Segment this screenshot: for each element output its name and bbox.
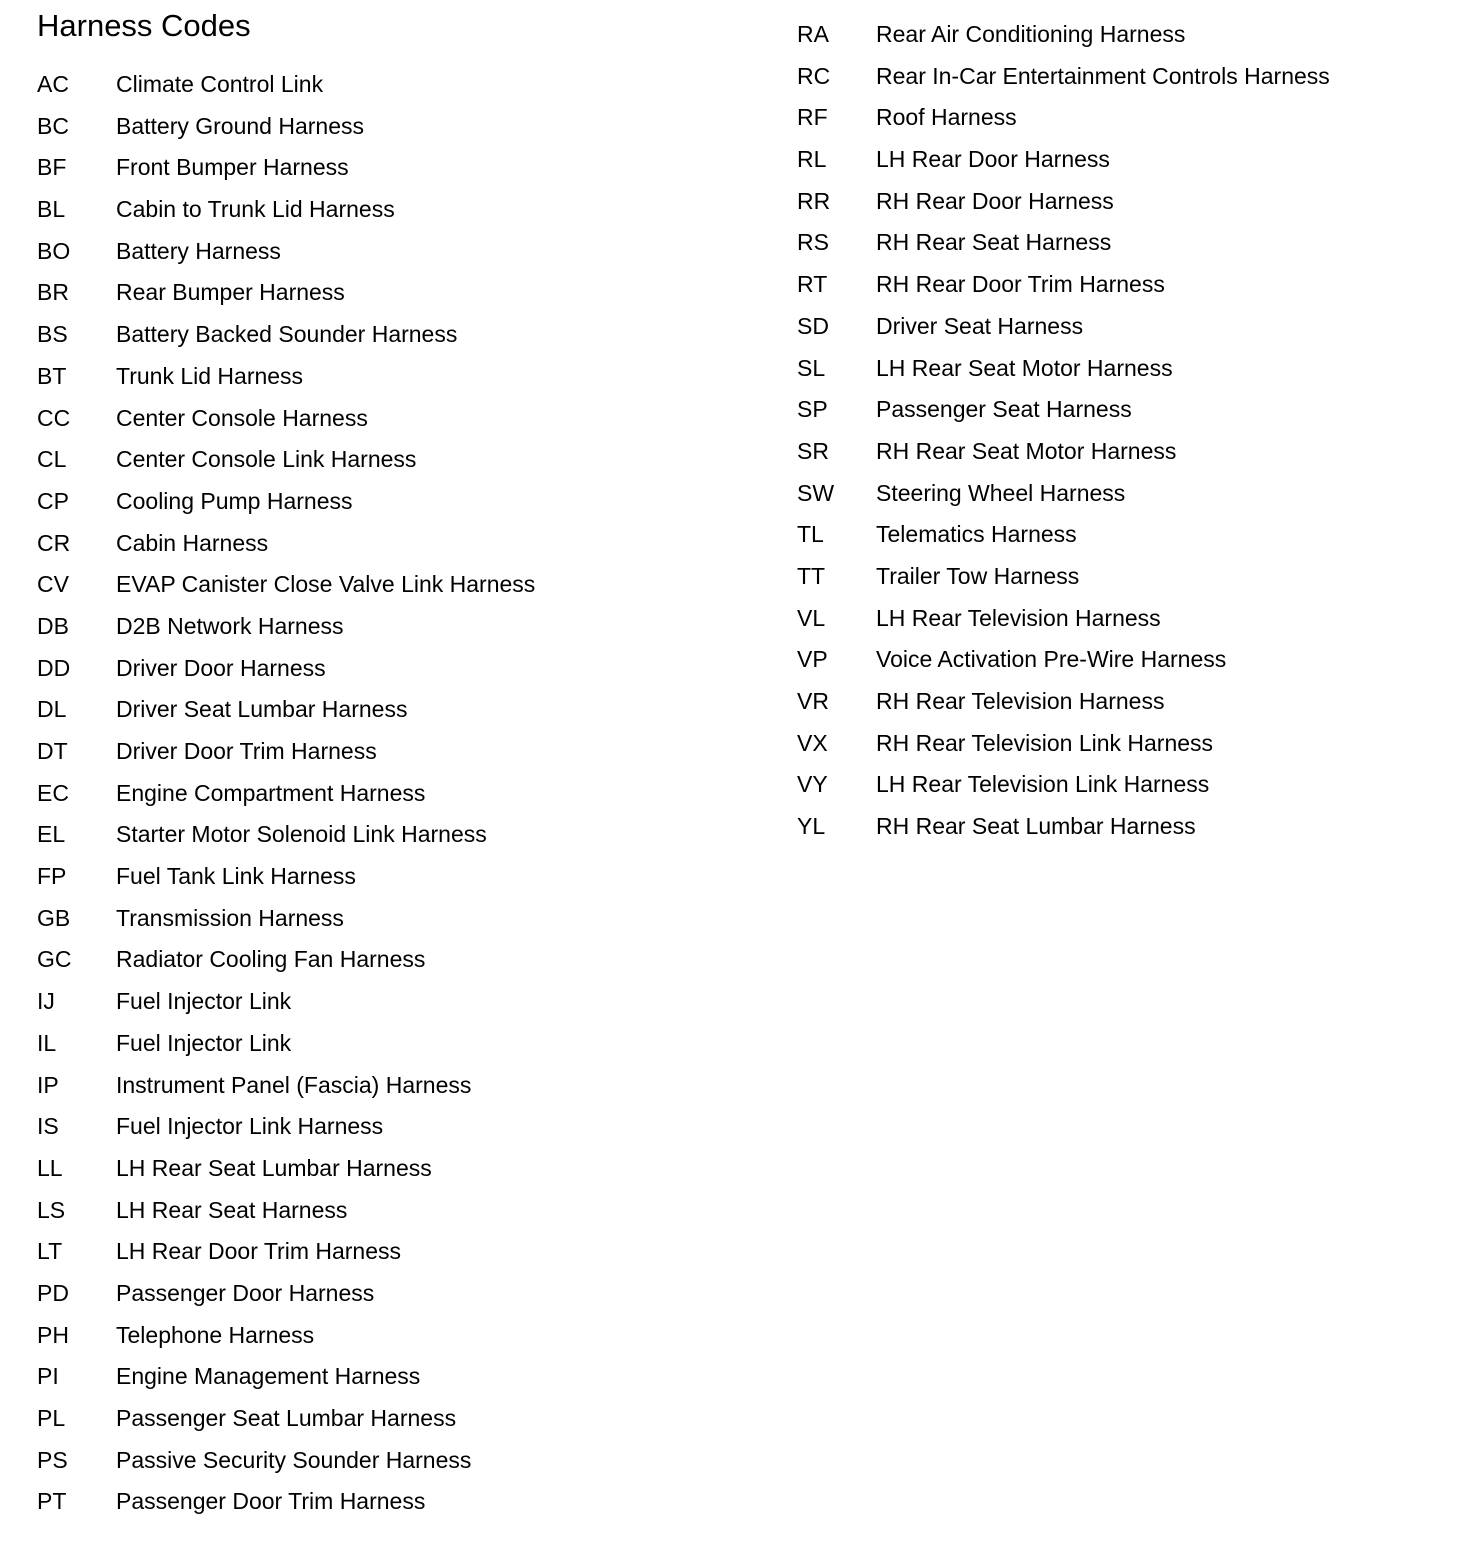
harness-code: CP: [37, 487, 69, 514]
harness-description: RH Rear Television Link Harness: [876, 729, 1214, 756]
harness-description: Passenger Door Trim Harness: [116, 1488, 426, 1515]
harness-code: RL: [797, 146, 827, 173]
harness-code: RR: [797, 187, 831, 214]
harness-code: PH: [37, 1321, 69, 1348]
harness-description: Trailer Tow Harness: [876, 562, 1080, 589]
harness-code: DD: [37, 654, 71, 681]
harness-code: BO: [37, 237, 71, 264]
harness-code: CV: [37, 571, 69, 598]
harness-description: Trunk Lid Harness: [116, 362, 304, 389]
harness-description: Engine Management Harness: [116, 1363, 421, 1390]
harness-code: AC: [37, 71, 69, 97]
harness-description: Roof Harness: [876, 104, 1017, 131]
harness-description: Radiator Cooling Fan Harness: [116, 946, 426, 973]
harness-code: RT: [797, 271, 828, 298]
harness-description: LH Rear Seat Harness: [116, 1196, 348, 1223]
harness-code: SW: [797, 479, 835, 506]
harness-code: VP: [797, 646, 828, 673]
harness-code: BF: [37, 154, 67, 181]
harness-description: Voice Activation Pre-Wire Harness: [876, 646, 1227, 673]
harness-description: LH Rear Television Link Harness: [876, 771, 1210, 798]
harness-code: BS: [37, 321, 68, 348]
harness-code: SR: [797, 437, 829, 464]
harness-code: PT: [37, 1488, 67, 1515]
harness-code: BC: [37, 112, 69, 139]
harness-description: Battery Ground Harness: [116, 112, 365, 139]
harness-description: Telephone Harness: [116, 1321, 315, 1348]
harness-code: RF: [797, 104, 828, 131]
harness-code: FP: [37, 863, 67, 890]
harness-code: PS: [37, 1446, 68, 1473]
harness-code: PI: [37, 1363, 59, 1390]
harness-code: SL: [797, 354, 826, 381]
harness-description: EVAP Canister Close Valve Link Harness: [116, 571, 536, 598]
harness-description: Telematics Harness: [876, 521, 1077, 548]
harness-description: Passive Security Sounder Harness: [116, 1446, 472, 1473]
harness-code: CR: [37, 529, 71, 556]
harness-description: Passenger Seat Lumbar Harness: [116, 1405, 457, 1431]
harness-code: DT: [37, 738, 68, 764]
harness-code: GC: [37, 946, 72, 973]
harness-code: VR: [797, 688, 829, 714]
harness-code: LT: [37, 1238, 63, 1265]
harness-description: Steering Wheel Harness: [876, 479, 1126, 506]
harness-description: Rear Bumper Harness: [116, 279, 345, 306]
harness-code: VX: [797, 729, 828, 756]
harness-code: SD: [797, 312, 829, 339]
harness-description: Front Bumper Harness: [116, 154, 349, 181]
harness-description: LH Rear Television Harness: [876, 604, 1161, 631]
harness-description: Fuel Injector Link: [116, 1029, 292, 1056]
harness-description: RH Rear Television Harness: [876, 688, 1165, 714]
harness-code: BT: [37, 362, 67, 389]
harness-description: LH Rear Seat Lumbar Harness: [116, 1154, 432, 1181]
harness-description: Driver Seat Harness: [876, 312, 1084, 339]
harness-description: Driver Door Harness: [116, 654, 326, 681]
harness-code: SP: [797, 396, 828, 423]
harness-description: Passenger Door Harness: [116, 1279, 375, 1306]
harness-code: TL: [797, 521, 824, 548]
harness-description: RH Rear Seat Lumbar Harness: [876, 813, 1196, 840]
harness-description: Battery Harness: [116, 237, 281, 264]
harness-description: Fuel Tank Link Harness: [116, 863, 356, 890]
harness-code: TT: [797, 562, 826, 589]
harness-description: Driver Seat Lumbar Harness: [116, 696, 408, 723]
harness-code: YL: [797, 813, 826, 840]
harness-description: Passenger Seat Harness: [876, 396, 1132, 423]
harness-description: Transmission Harness: [116, 904, 344, 931]
harness-code: BR: [37, 279, 69, 306]
harness-description: D2B Network Harness: [116, 612, 344, 639]
harness-description: Engine Compartment Harness: [116, 779, 426, 806]
harness-description: Fuel Injector Link: [116, 988, 292, 1015]
page-title: Harness Codes: [37, 8, 251, 43]
harness-code: PD: [37, 1279, 69, 1306]
harness-code: CC: [37, 404, 71, 431]
harness-description: Rear In-Car Entertainment Controls Harness: [876, 62, 1330, 89]
harness-code: IP: [37, 1071, 59, 1098]
harness-description: RH Rear Door Trim Harness: [876, 271, 1165, 298]
harness-description: Fuel Injector Link Harness: [116, 1113, 384, 1140]
harness-description: Driver Door Trim Harness: [116, 738, 377, 764]
harness-description: Center Console Link Harness: [116, 446, 417, 473]
harness-code: PL: [37, 1405, 66, 1431]
harness-description: LH Rear Door Trim Harness: [116, 1238, 402, 1265]
harness-description: Battery Backed Sounder Harness: [116, 321, 458, 348]
harness-description: RH Rear Door Harness: [876, 187, 1114, 214]
harness-code: GB: [37, 904, 71, 931]
harness-code: RS: [797, 229, 829, 256]
harness-description: Cabin to Trunk Lid Harness: [116, 196, 395, 223]
harness-description: Instrument Panel (Fascia) Harness: [116, 1071, 472, 1098]
harness-description: Climate Control Link: [116, 71, 324, 97]
harness-code: IJ: [37, 988, 55, 1015]
harness-code: EL: [37, 821, 66, 848]
harness-code: IS: [37, 1113, 59, 1140]
harness-code: EC: [37, 779, 69, 806]
harness-code: LL: [37, 1154, 63, 1181]
harness-description: LH Rear Door Harness: [876, 146, 1110, 173]
harness-code: CL: [37, 446, 67, 473]
harness-code: RC: [797, 62, 831, 89]
harness-description: Rear Air Conditioning Harness: [876, 21, 1186, 47]
harness-description: RH Rear Seat Harness: [876, 229, 1112, 256]
harness-description: Cooling Pump Harness: [116, 487, 353, 514]
harness-code: RA: [797, 21, 829, 47]
harness-code: IL: [37, 1029, 57, 1056]
harness-code: LS: [37, 1196, 66, 1223]
harness-description: Center Console Harness: [116, 404, 368, 431]
harness-description: Starter Motor Solenoid Link Harness: [116, 821, 487, 848]
harness-description: RH Rear Seat Motor Harness: [876, 437, 1177, 464]
harness-code: DB: [37, 612, 69, 639]
harness-description: LH Rear Seat Motor Harness: [876, 354, 1173, 381]
harness-code: VL: [797, 604, 826, 631]
harness-code: DL: [37, 696, 67, 723]
harness-code: BL: [37, 196, 66, 223]
harness-description: Cabin Harness: [116, 529, 269, 556]
harness-code: VY: [797, 771, 828, 798]
